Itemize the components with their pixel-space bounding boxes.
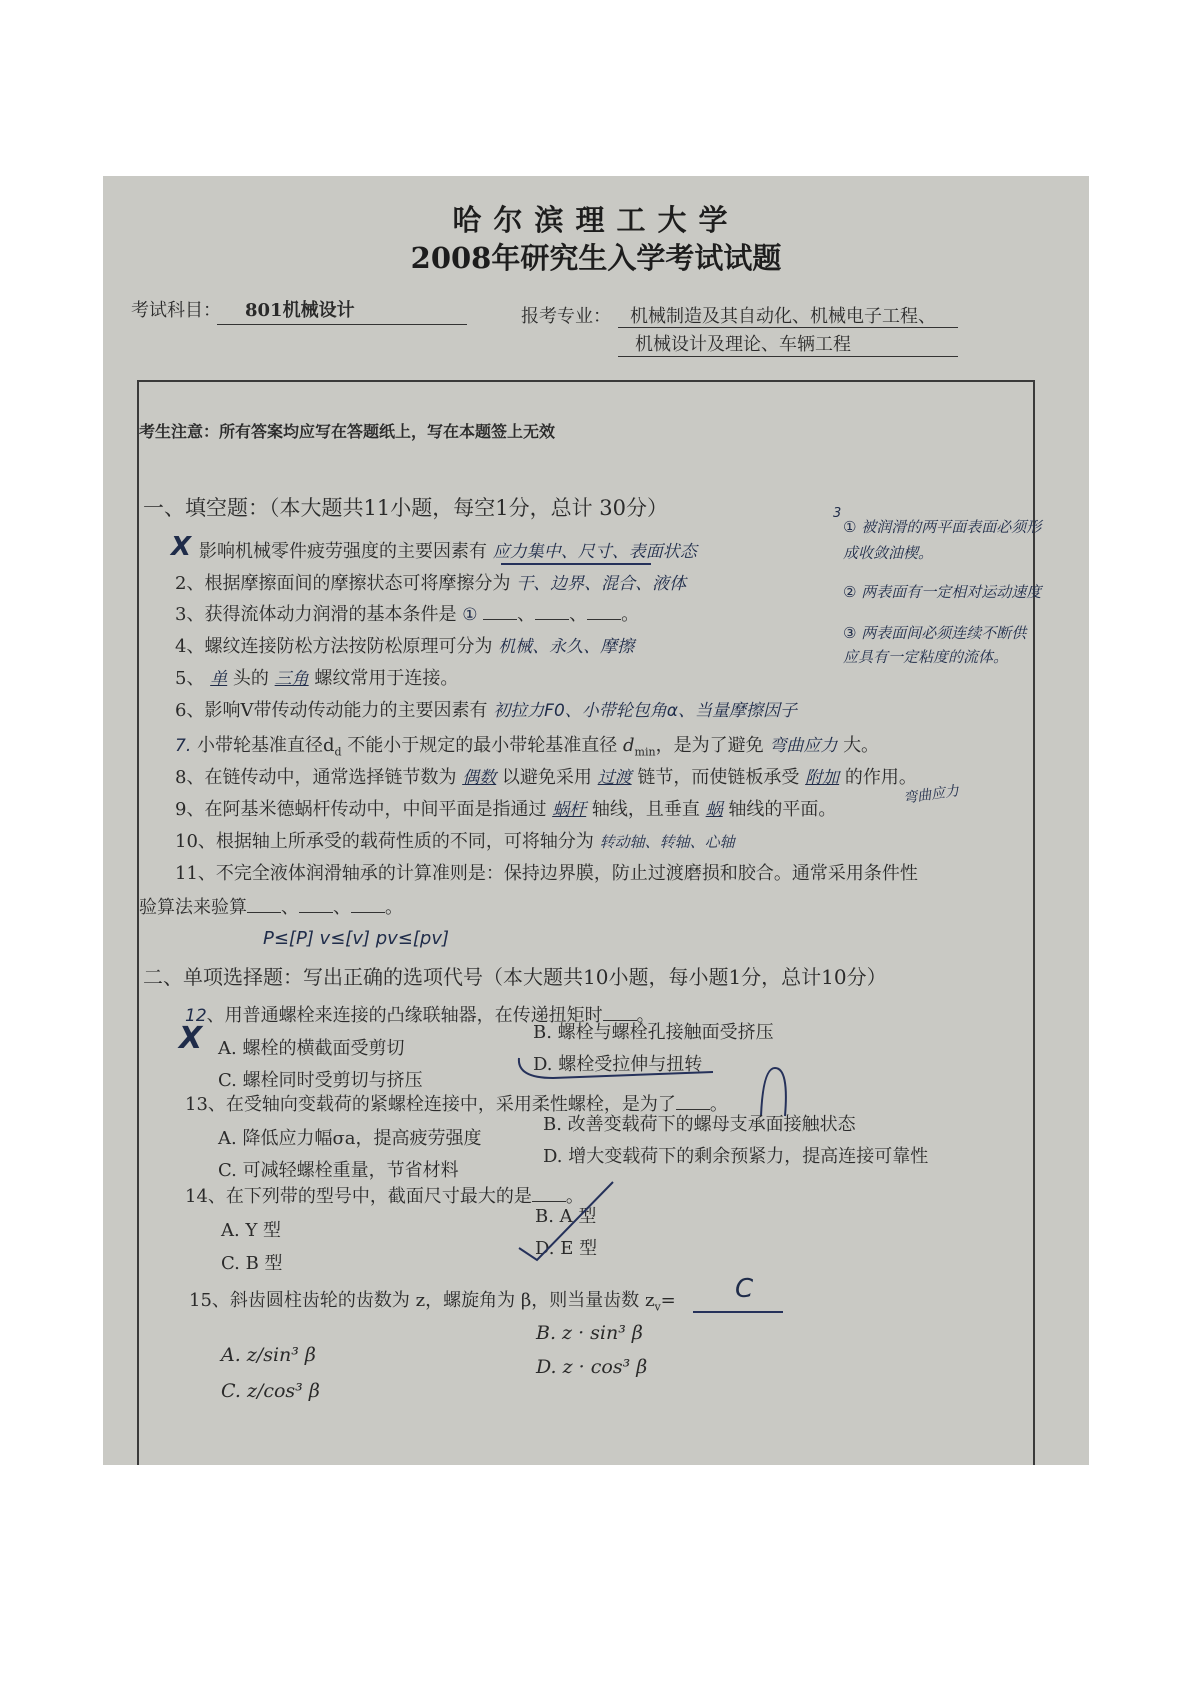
option-14c: C. B 型: [221, 1253, 283, 1274]
question-10-text: 10、根据轴上所承受的载荷性质的不同，可将轴分为: [175, 831, 594, 852]
question-8: [175, 763, 917, 789]
subject-underline: [217, 324, 467, 325]
option-13a: A. 降低应力幅σa，提高疲劳强度: [218, 1128, 482, 1149]
question-9: [175, 795, 836, 821]
question-5-end: 螺纹常用于连接。: [314, 668, 459, 689]
answer-8-a: 偶数: [462, 768, 497, 788]
answer-1: 应力集中、尺寸、表面状态: [492, 542, 697, 562]
answer-11: P≤[P] v≤[v] pv≤[pv]: [263, 928, 449, 949]
major-label: 报考专业：: [521, 306, 611, 327]
section-1-title: 一、填空题：（本大题共11小题，每空1分，总计 30分）: [143, 496, 668, 520]
option-12c: C. 螺栓同时受剪切与挤压: [218, 1070, 423, 1091]
question-4: [175, 632, 634, 658]
question-1: [199, 537, 697, 563]
question-11: 11、不完全液体润滑轴承的计算准则是：保持边界膜，防止过渡磨损和胶合。通常采用条件性: [175, 863, 918, 884]
question-6-text: 6、影响V带传动传动能力的主要因素有: [175, 700, 488, 721]
option-13b: B. 改善变载荷下的螺母支承面接触状态: [543, 1114, 856, 1135]
exam-notice: 考生注意：所有答案均应写在答题纸上，写在本题签上无效: [139, 422, 556, 441]
answer-3: ①: [462, 605, 478, 625]
question-1-text: 影响机械零件疲劳强度的主要因素有: [199, 541, 487, 562]
question-6: [175, 696, 797, 722]
option-15a: A. z/sin³ β: [221, 1344, 316, 1366]
answer-10: 转动轴、转轴、心轴: [599, 833, 735, 851]
question-10: [175, 827, 735, 853]
question-2-text: 2、根据摩擦面间的摩擦状态可将摩擦分为: [175, 573, 511, 594]
option-15c: C. z/cos³ β: [221, 1380, 320, 1402]
side-note-number: 3: [833, 506, 842, 521]
subject-value: 801机械设计: [245, 300, 355, 321]
question-3: 3、获得流体动力润滑的基本条件是 ① 、 、 。: [175, 604, 640, 625]
answer-15-underline: [693, 1311, 783, 1313]
blank: [676, 1096, 710, 1110]
side-note-1: ① 被润滑的两平面表面必须形成收敛油楔。: [843, 518, 1042, 562]
question-11-text: 验算法来验算: [139, 897, 247, 918]
answer-5-a: 单: [210, 669, 228, 689]
option-12d: D. 螺栓受拉伸与扭转: [533, 1054, 703, 1075]
question-8-text-c: 链节，而使链板承受: [637, 767, 800, 788]
question-8-text-a: 8、在链传动中，通常选择链节数为: [175, 767, 457, 788]
question-12: 12、用普通螺栓来连接的凸缘联轴器，在传递扭矩时 。: [185, 1005, 655, 1026]
answer-8-c: 附加: [805, 768, 840, 788]
option-15b: B. z · sin³ β: [536, 1322, 643, 1344]
option-13d: D. 增大变载荷下的剩余预紧力，提高连接可靠性: [543, 1146, 929, 1167]
answer-8-b: 过渡: [597, 768, 632, 788]
question-7-num: 7.: [175, 736, 192, 756]
major-line-2: 机械设计及理论、车辆工程: [635, 334, 851, 355]
answer-7: 弯曲应力: [769, 736, 838, 756]
option-12a: A. 螺栓的横截面受剪切: [218, 1038, 405, 1059]
question-7-end: 大。: [843, 735, 880, 756]
question-13: 13、在受轴向变载荷的紧螺栓连接中，采用柔性螺栓，是为了 。: [185, 1094, 728, 1115]
question-7-text-c: ，是为了避免: [655, 735, 764, 756]
blank: [299, 899, 333, 913]
question-12-text: 用普通螺栓来连接的凸缘联轴器，在传递扭矩时: [224, 1005, 603, 1026]
answer-12-circle: [513, 1044, 723, 1084]
answer-4: 机械、永久、摩擦: [498, 637, 635, 657]
blank: [247, 899, 281, 913]
answer-9-a: 蜗杆: [552, 800, 587, 820]
question-2: [175, 569, 686, 595]
wrong-mark: X: [179, 1021, 203, 1056]
question-5-mid: 头的: [232, 668, 269, 689]
question-14: 14、在下列带的型号中，截面尺寸最大的是 。: [185, 1186, 584, 1207]
exam-paper: [103, 176, 1089, 1465]
question-12-num: 12: [185, 1006, 207, 1026]
major-underline-2: [618, 356, 958, 357]
answer-15: C: [735, 1274, 754, 1304]
question-15-text: 15、斜齿圆柱齿轮的齿数为 z，螺旋角为 β，则当量齿数 z: [189, 1290, 655, 1311]
question-5-num: 5、: [175, 668, 205, 689]
question-9-text-a: 9、在阿基米德蜗杆传动中，中间平面是指通过: [175, 799, 547, 820]
section-2-title: 二、单项选择题：写出正确的选项代号（本大题共10小题，每小题1分，总计10分）: [143, 965, 887, 989]
question-8-text-d: 的作用。: [844, 767, 917, 788]
question-3-text: 3、获得流体动力润滑的基本条件是: [175, 604, 457, 625]
question-7: 7. 小带轮基准直径$d_d$ 不能小于规定的最小带轮基准直径 $d_{min}$，是为了避免 弯曲应力 大。: [175, 735, 880, 759]
option-12b: B. 螺栓与螺栓孔接触面受挤压: [533, 1022, 774, 1043]
option-14b: B. A 型: [535, 1206, 597, 1227]
question-15: 15、斜齿圆柱齿轮的齿数为 z，螺旋角为 β，则当量齿数 $z_v=$: [189, 1290, 676, 1314]
question-8-text-b: 以避免采用: [501, 767, 592, 788]
answer-2: 干、边界、混合、液体: [516, 574, 687, 594]
subject-label: 考试科目：: [131, 300, 221, 321]
blank: [587, 606, 621, 620]
question-4-text: 4、螺纹连接防松方法按防松原理可分为: [175, 636, 493, 657]
question-9-text-c: 轴线的平面。: [728, 799, 837, 820]
blank: [351, 899, 385, 913]
answer-1-underline: [501, 563, 651, 565]
blank: [483, 606, 517, 620]
major-underline-1: [618, 327, 958, 328]
answer-5-b: 三角: [274, 669, 309, 689]
question-14-text: 14、在下列带的型号中，截面尺寸最大的是: [185, 1186, 532, 1207]
question-13-text: 13、在受轴向变载荷的紧螺栓连接中，采用柔性螺栓，是为了: [185, 1094, 676, 1115]
school-name: 哈尔滨理工大学: [452, 203, 740, 237]
question-7-text-b: 不能小于规定的最小带轮基准直径: [347, 735, 618, 756]
option-15d: D. z · cos³ β: [536, 1356, 648, 1378]
blank: [535, 606, 569, 620]
answer-8-d: 弯曲应力: [902, 783, 960, 807]
option-14d: D. E 型: [535, 1238, 598, 1259]
exam-title: 2008年研究生入学考试试题: [410, 241, 782, 275]
side-note-3: ③ 两表面间必须连续不断供应具有一定粘度的流体。: [843, 624, 1027, 666]
answer-9-b: 蜗: [705, 800, 723, 820]
question-7-text-a: 小带轮基准直径d: [196, 735, 335, 756]
wrong-mark: X: [171, 532, 192, 562]
question-9-text-b: 轴线，且垂直: [591, 799, 700, 820]
answer-6: 初拉力F0、小带轮包角α、当量摩擦因子: [493, 701, 797, 721]
answer-14-check: [513, 1176, 623, 1266]
option-13c: C. 可减轻螺栓重量，节省材料: [218, 1160, 459, 1181]
question-11-continued: 验算法来验算 、 、 。: [139, 897, 403, 918]
major-line-1: 机械制造及其自动化、机械电子工程、: [630, 306, 936, 327]
side-note-2: ② 两表面有一定相对运动速度: [843, 583, 1042, 601]
option-14a: A. Y 型: [221, 1220, 282, 1241]
question-5: [175, 664, 458, 690]
